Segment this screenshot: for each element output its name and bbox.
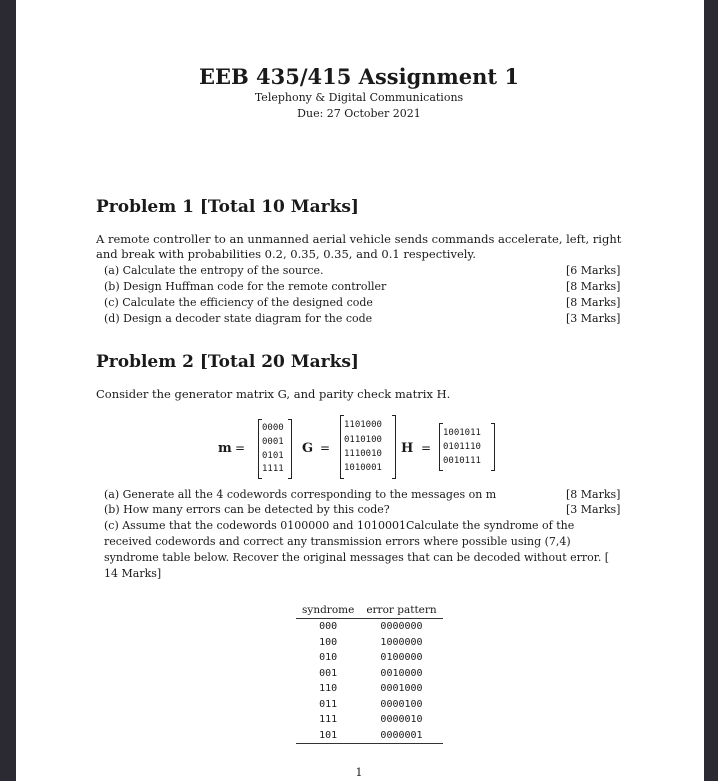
matrix-g-label: G [302, 441, 314, 456]
matrix-g-row: 1101000 [344, 420, 382, 431]
problem1-item-d: (d) Design a decoder state diagram for the code [104, 312, 373, 325]
table-header: error pattern [360, 604, 442, 619]
matrix-g-row: 1110010 [344, 449, 382, 460]
error-pattern-cell: 0000100 [380, 698, 423, 710]
matrix-m [258, 419, 292, 479]
equals-sign: = [320, 441, 331, 455]
error-pattern-cell: 0000000 [380, 621, 423, 633]
matrix-h-row: 0101110 [443, 442, 481, 452]
problem1-item-a: (a) Calculate the entropy of the source. [104, 264, 324, 277]
syndrome-cell: 101 [296, 728, 360, 744]
document-subtitle: Telephony & Digital Communications [254, 91, 464, 104]
matrix-h-row: 1001011 [443, 428, 481, 438]
problem2-marks-a: [8 Marks] [566, 488, 621, 501]
matrix-m-row: 0000 [262, 423, 284, 434]
table-header: syndrome [296, 604, 360, 619]
syndrome-cell: 001 [319, 667, 338, 679]
syndrome-cell: 000 [319, 621, 338, 633]
error-pattern-cell: 0000001 [360, 728, 442, 744]
problem1-intro: A remote controller to an unmanned aerial vehicle sends commands accelerate, left, right and break with probabilities 0.2, 0.35, 0.35, and 0.1 respectively. [96, 232, 622, 261]
matrix-h-row: 0010111 [443, 456, 481, 466]
syndrome-cell: 111 [319, 714, 338, 726]
syndrome-cell: 011 [319, 698, 338, 710]
error-pattern-cell: 0000010 [380, 714, 423, 726]
problem2-item-a: (a) Generate all the 4 codewords corresponding to the messages on m [104, 488, 497, 501]
matrix-m-row: 1111 [262, 464, 284, 475]
problem1-marks-b: [8 Marks] [566, 280, 621, 293]
matrix-h-label: H [401, 441, 414, 456]
matrix-g-row: 0110100 [344, 434, 382, 445]
table-row [296, 666, 443, 682]
problem2-heading: Problem 2 [Total 20 Marks] [96, 352, 359, 372]
problem1-item-b: (b) Design Huffman code for the remote controller [104, 280, 387, 293]
equals-sign: = [421, 441, 432, 455]
table-row [296, 635, 443, 651]
syndrome-cell: 100 [319, 636, 338, 648]
error-pattern-cell: 0100000 [380, 652, 423, 664]
matrix-m-row: 0101 [262, 450, 284, 461]
problem1-marks-c: [8 Marks] [566, 296, 621, 309]
problem2-intro: Consider the generator matrix G, and parity check matrix H. [96, 387, 451, 401]
table-row [296, 650, 443, 666]
matrix-g [340, 415, 396, 479]
syndrome-table [296, 604, 443, 744]
problem1-marks-a: [6 Marks] [566, 264, 621, 277]
problem1-heading: Problem 1 [Total 10 Marks] [96, 197, 359, 217]
equals-sign: = [235, 441, 246, 455]
page-number: 1 [355, 766, 363, 779]
table-row [296, 728, 443, 744]
syndrome-cell: 110 [319, 683, 338, 695]
due-date: Due: 27 October 2021 [297, 107, 421, 120]
matrix-h [439, 423, 495, 471]
error-pattern-cell: 1000000 [380, 636, 423, 648]
table-row [296, 712, 443, 728]
document-title: EEB 435/415 Assignment 1 [198, 64, 520, 89]
problem2-marks-b: [3 Marks] [566, 503, 621, 516]
error-pattern-cell: 0001000 [380, 683, 423, 695]
table-row [296, 697, 443, 713]
matrix-g-row: 1010001 [344, 463, 382, 474]
matrix-m-row: 0001 [262, 437, 284, 448]
problem1-item-c: (c) Calculate the efficiency of the designed code [104, 296, 373, 309]
error-pattern-cell: 0010000 [380, 667, 423, 679]
syndrome-cell: 010 [319, 652, 338, 664]
problem1-marks-d: [3 Marks] [566, 312, 621, 325]
problem2-item-b: (b) How many errors can be detected by this code? [104, 503, 390, 516]
problem2-item-c: (c) Assume that the codewords 0100000 and 1010001Calculate the syndrome of the received codewords and correct any transmission errors where possible using (7,4) syndrome table below. Recover the original messages that can be decoded without error. [ 14 Marks] [104, 519, 610, 580]
matrix-m-label: m [218, 441, 232, 456]
table-row [296, 681, 443, 697]
table-row [296, 619, 443, 635]
